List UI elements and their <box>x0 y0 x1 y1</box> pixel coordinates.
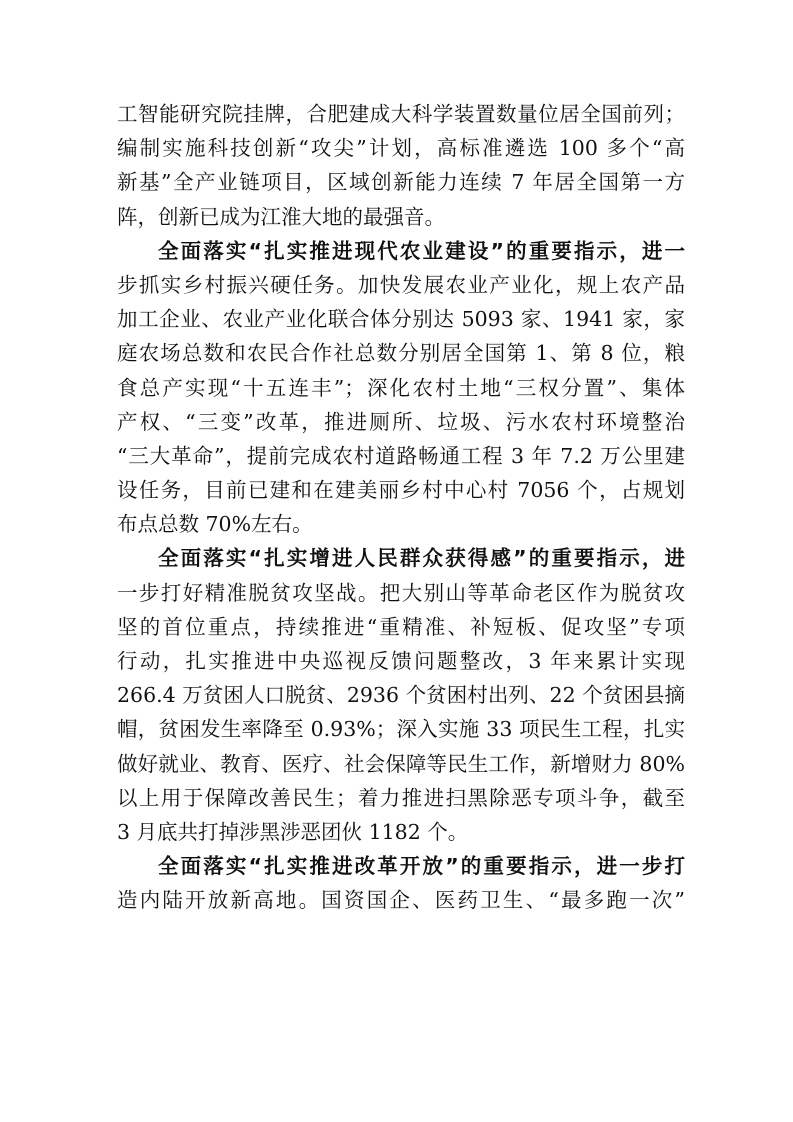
paragraph-1-line-3: 新基”全产业链项目，区域创新能力连续 7 年居全国第一方 <box>117 170 685 195</box>
paragraph-4-line-1: 造内陆开放新高地。国资国企、医药卫生、“最多跑一次” <box>117 888 685 913</box>
paragraph-1-line-1: 工智能研究院挂牌，合肥建成大科学装置数量位居全国前列； <box>117 102 685 126</box>
paragraph-3-line-2: 坚的首位重点，持续推进“重精准、补短板、促攻坚”专项 <box>117 614 685 639</box>
paragraph-3-line-6: 做好就业、教育、医疗、社会保障等民生工作，新增财力 80% <box>117 751 685 776</box>
paragraph-3-line-5: 帽，贫困发生率降至 0.93%；深入实施 33 项民生工程，扎实 <box>117 717 685 742</box>
paragraph-2-line-7: 设任务，目前已建和在建美丽乡村中心村 7056 个，占规划 <box>117 478 685 503</box>
paragraph-3-line-8: 3 月底共打掉涉黑涉恶团伙 1182 个。 <box>117 819 469 844</box>
paragraph-3-line-4: 266.4 万贫困人口脱贫、2936 个贫困村出列、22 个贫困县摘 <box>117 683 685 708</box>
paragraph-2-line-6: “三大革命”，提前完成农村道路畅通工程 3 年 7.2 万公里建 <box>117 443 685 468</box>
paragraph-4-lead: 全面落实“扎实推进改革开放”的重要指示，进一步打 <box>158 854 685 879</box>
paragraph-3-line-3: 行动，扎实推进中央巡视反馈问题整改，3 年来累计实现 <box>117 649 685 673</box>
paragraph-2-line-3: 庭农场总数和农民合作社总数分别居全国第 1、第 8 位，粮 <box>117 341 685 366</box>
paragraph-2-line-1: 步抓实乡村振兴硬任务。加快发展农业产业化，规上农产品 <box>117 272 685 297</box>
paragraph-3-line-1: 一步打好精准脱贫攻坚战。把大别山等革命老区作为脱贫攻 <box>117 580 685 605</box>
paragraph-3-line-7: 以上用于保障改善民生；着力推进扫黑除恶专项斗争，截至 <box>117 785 685 810</box>
body-text <box>117 97 685 918</box>
paragraph-2-line-5: 产权、“三变”改革，推进厕所、垃圾、污水农村环境整治 <box>117 409 685 434</box>
paragraph-3-lead: 全面落实“扎实增进人民群众获得感”的重要指示，进 <box>158 546 685 571</box>
paragraph-2-lead: 全面落实“扎实推进现代农业建设”的重要指示，进一 <box>158 238 685 263</box>
paragraph-2-line-2: 加工企业、农业产业化联合体分别达 5093 家、1941 家，家 <box>117 307 685 332</box>
paragraph-2-line-4: 食总产实现“十五连丰”；深化农村土地“三权分置”、集体 <box>117 375 685 400</box>
paragraph-1-line-4: 阵，创新已成为江淮大地的最强音。 <box>117 204 445 229</box>
paragraph-1-line-2: 编制实施科技创新“攻尖”计划，高标准遴选 100 多个“高 <box>117 136 685 161</box>
paragraph-2-line-8: 布点总数 70%左右。 <box>117 512 313 537</box>
